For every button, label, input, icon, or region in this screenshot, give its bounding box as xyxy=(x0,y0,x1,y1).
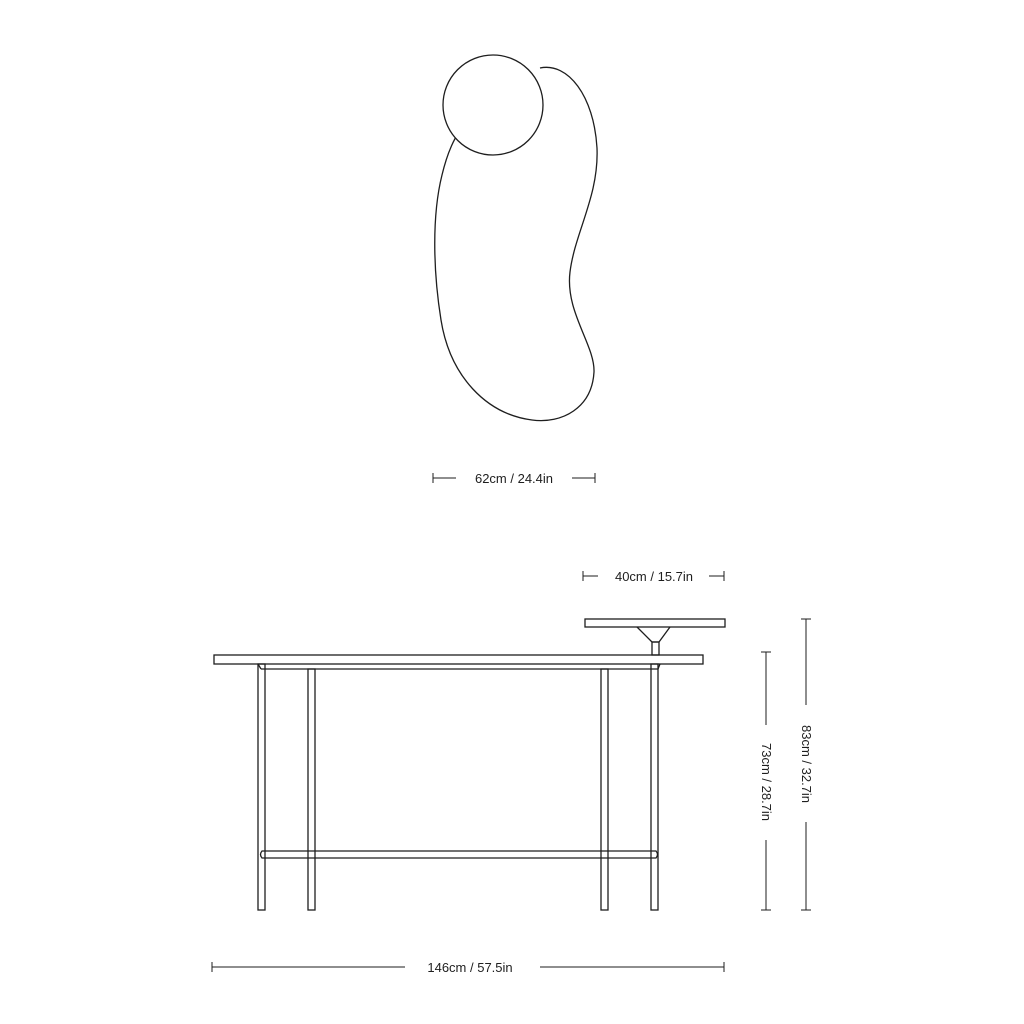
lower-stretcher xyxy=(261,851,658,858)
overall-width-label: 146cm / 57.5in xyxy=(427,960,513,975)
leg-3 xyxy=(601,669,608,910)
overall-width-dimension xyxy=(212,960,724,975)
leg-4 xyxy=(651,664,658,910)
table-height-label: 73cm / 28.7in xyxy=(759,742,774,822)
top-view-width-label: 62cm / 24.4in xyxy=(474,471,554,486)
table-top xyxy=(214,655,703,664)
overall-height-dimension xyxy=(799,619,814,910)
top-view xyxy=(433,55,597,486)
tray-top xyxy=(585,619,725,627)
tray-post xyxy=(652,642,659,655)
tray-width-dimension xyxy=(583,569,724,584)
overall-height-label: 83cm / 32.7in xyxy=(799,724,814,804)
leg-1 xyxy=(258,664,265,910)
tray-width-label: 40cm / 15.7in xyxy=(614,569,694,584)
tray-bracket xyxy=(637,627,670,642)
table-height-dimension xyxy=(759,652,774,910)
front-view xyxy=(212,569,814,975)
top-view-round-tray xyxy=(443,55,543,155)
leg-2 xyxy=(308,669,315,910)
top-view-width-dimension xyxy=(433,471,595,486)
